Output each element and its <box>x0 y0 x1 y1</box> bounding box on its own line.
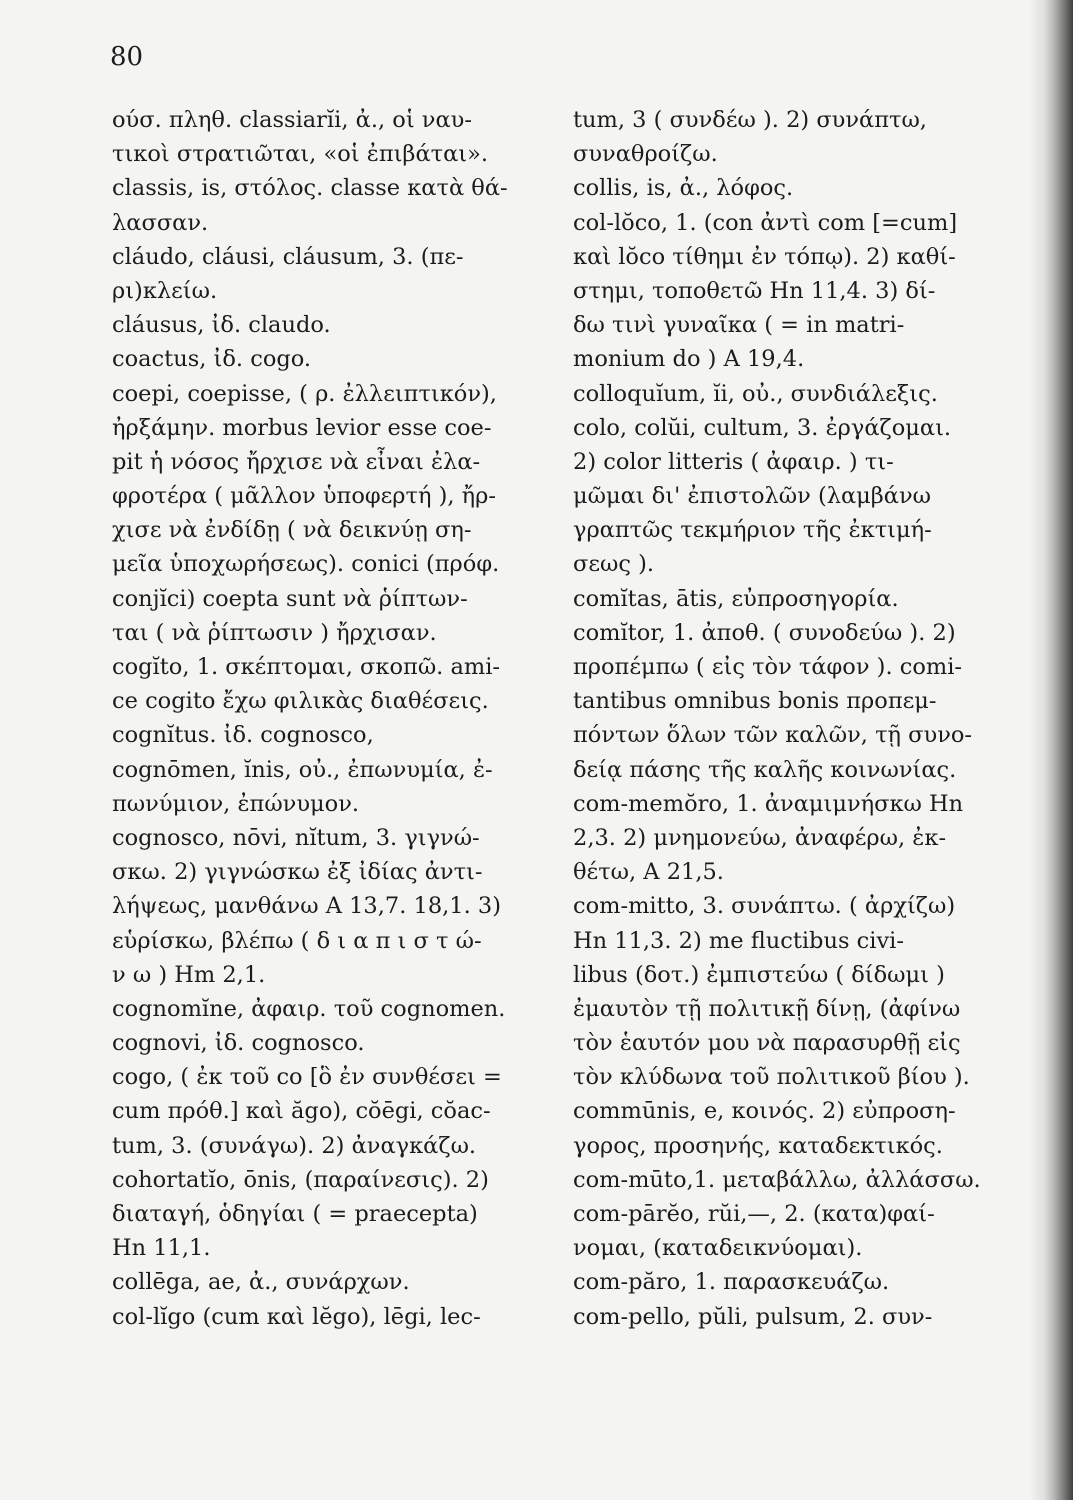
dictionary-line: γορος, προσηνής, καταδεκτικός. <box>573 1132 943 1159</box>
dictionary-line: σκω. 2) γιγνώσκω ἐξ ἰδίας ἀντι- <box>112 859 483 886</box>
dictionary-line: cognosco, nōvi, nĭtum, 3. γιγνώ- <box>112 824 480 851</box>
dictionary-line: comĭtor, 1. ἀποθ. ( συνοδεύω ). 2) <box>573 619 956 646</box>
dictionary-line: libus (δοτ.) ἐμπιστεύω ( δίδωμι ) <box>573 961 945 988</box>
dictionary-line: colloquĭum, ĭi, οὐ., συνδιάλεξις. <box>573 380 938 407</box>
dictionary-line: πόντων ὅλων τῶν καλῶν, τῇ συνο- <box>573 722 973 749</box>
dictionary-line: δείᾳ πάσης τῆς καλῆς κοινωνίας. <box>573 756 957 783</box>
binding-shadow <box>1029 0 1043 1500</box>
dictionary-line: Hn 11,1. <box>112 1235 211 1262</box>
dictionary-line: θέτω, A 21,5. <box>573 859 724 886</box>
right-column <box>573 103 1003 1334</box>
dictionary-line: cognĭtus. ἰδ. cognosco, <box>112 722 374 749</box>
dictionary-line: com-păro, 1. παρασκευάζω. <box>573 1269 890 1296</box>
dictionary-line: cohortatĭo, ōnis, (παραίνεσις). 2) <box>112 1166 489 1193</box>
dictionary-line: comĭtas, ātis, εὐπροσηγορία. <box>573 585 899 612</box>
dictionary-line: προπέμπω ( εἰς τὸν τάφον ). comi- <box>573 654 963 680</box>
dictionary-line: Hn 11,3. 2) me fluctibus civi- <box>573 927 904 954</box>
dictionary-line: μῶμαι δι' ἐπιστολῶν (λαμβάνω <box>573 483 932 510</box>
dictionary-line: στημι, τοποθετῶ Hn 11,4. 3) δί- <box>573 277 936 304</box>
dictionary-line: δω τινὶ γυναῖκα ( = in matri- <box>573 312 905 339</box>
dictionary-line: 2,3. 2) μνημονεύω, ἀναφέρω, ἐκ- <box>573 824 947 851</box>
dictionary-line: commūnis, e, κοινός. 2) εὐπροση- <box>573 1098 956 1125</box>
dictionary-line: διαταγή, ὁδηγίαι ( = praecepta) <box>112 1201 478 1227</box>
dictionary-line: τὸν κλύδωνα τοῦ πολιτικοῦ βίου ). <box>573 1064 970 1091</box>
dictionary-line: collēga, ae, ἀ., συνάρχων. <box>112 1269 410 1296</box>
dictionary-line: ce cogito ἔχω φιλικὰς διαθέσεις. <box>112 688 489 715</box>
dictionary-line: λήψεως, μανθάνω A 13,7. 18,1. 3) <box>112 893 502 920</box>
dictionary-line: εὑρίσκω, βλέπω ( δ ι α π ι σ τ ώ- <box>112 927 482 954</box>
dictionary-line: τὸν ἑαυτόν μου νὰ παρασυρθῇ εἰς <box>573 1030 961 1057</box>
dictionary-line: coactus, ἰδ. cogo. <box>112 346 312 373</box>
dictionary-line: λασσαν. <box>112 209 209 236</box>
dictionary-line: com-mitto, 3. συνάπτω. ( ἀρχίζω) <box>573 893 956 920</box>
dictionary-line: tantibus omnibus bonis προπεμ- <box>573 688 937 715</box>
book-binding-edge <box>1043 0 1073 1500</box>
dictionary-line: com-mūto,1. μεταβάλλω, ἀλλάσσω. <box>573 1166 981 1193</box>
dictionary-line: τικοὶ στρατιῶται, «οἱ ἐπιβάται». <box>112 141 489 168</box>
dictionary-line: μεῖα ὑποχωρήσεως). conici (πρόφ. <box>112 551 500 578</box>
dictionary-line: cogĭto, 1. σκέπτομαι, σκοπῶ. ami- <box>112 654 501 680</box>
dictionary-line: πωνύμιον, ἐπώνυμον. <box>112 790 360 817</box>
dictionary-line: pit ἡ νόσος ἤρχισε νὰ εἶναι ἐλα- <box>112 448 481 475</box>
dictionary-line: ται ( νὰ ῥίπτωσιν ) ἤρχισαν. <box>112 619 437 646</box>
dictionary-line: 2) color litteris ( ἀφαιρ. ) τι- <box>573 448 894 475</box>
dictionary-line: cognomĭne, ἀφαιρ. τοῦ cognomen. <box>112 995 506 1022</box>
dictionary-line: monium do ) A 19,4. <box>573 346 805 373</box>
dictionary-line: cognōmen, ĭnis, οὐ., ἐπωνυμία, ἐ- <box>112 756 493 783</box>
dictionary-line: σεως ). <box>573 551 655 578</box>
dictionary-line: ούσ. πληθ. classiarĭi, ἀ., οἱ ναυ- <box>112 107 472 133</box>
dictionary-line: cogo, ( ἐκ τοῦ co [ὃ ἐν συνθέσει = <box>112 1064 502 1091</box>
left-column <box>112 103 542 1334</box>
dictionary-line: tum, 3. (συνάγω). 2) ἀναγκάζω. <box>112 1132 477 1159</box>
dictionary-line: φροτέρα ( μᾶλλον ὑποφερτή ), ἤρ- <box>112 483 496 510</box>
dictionary-line: classis, is, στόλος. classe κατὰ θά- <box>112 175 508 202</box>
dictionary-line: ν ω ) Hm 2,1. <box>112 961 266 988</box>
dictionary-line: com-memŏro, 1. ἀναμιμνήσκω Hn <box>573 790 964 817</box>
dictionary-line: καὶ lŏco τίθημι ἐν τόπῳ). 2) καθί- <box>573 243 956 270</box>
dictionary-line: com-pello, pŭli, pulsum, 2. συν- <box>573 1303 933 1330</box>
dictionary-line: coepi, coepisse, ( ρ. ἐλλειπτικόν), <box>112 380 497 407</box>
dictionary-line: conjĭci) coepta sunt νὰ ῥίπτων- <box>112 585 468 612</box>
dictionary-line: collis, is, ἀ., λόφος. <box>573 175 794 202</box>
dictionary-line: colo, colŭi, cultum, 3. ἐργάζομαι. <box>573 414 952 441</box>
dictionary-line: συναθροίζω. <box>573 141 718 168</box>
dictionary-line: γραπτῶς τεκμήριον τῆς ἐκτιμή- <box>573 517 932 544</box>
dictionary-line: col-lĭgo (cum καὶ lĕgo), lēgi, lec- <box>112 1303 481 1330</box>
dictionary-line: cognovi, ἰδ. cognosco. <box>112 1030 365 1057</box>
dictionary-line: cláudo, cláusi, cláusum, 3. (πε- <box>112 243 464 270</box>
dictionary-line: ρι)κλείω. <box>112 277 218 304</box>
dictionary-line: ἐμαυτὸν τῇ πολιτικῇ δίνῃ, (ἀφίνω <box>573 995 961 1022</box>
dictionary-line: χισε νὰ ἐνδίδῃ ( νὰ δεικνύῃ ση- <box>112 517 472 544</box>
dictionary-line: cum πρόθ.] καὶ ăgo), cŏēgi, cŏac- <box>112 1098 491 1125</box>
page-number: 80 <box>110 42 144 72</box>
dictionary-line: com-pārĕo, rŭi,—, 2. (κατα)φαί- <box>573 1201 935 1227</box>
dictionary-line: tum, 3 ( συνδέω ). 2) συνάπτω, <box>573 107 927 133</box>
dictionary-line: ἠρξάμην. morbus levior esse coe- <box>112 414 492 441</box>
dictionary-line: νομαι, (καταδεικνύομαι). <box>573 1235 863 1262</box>
dictionary-line: col-lŏco, 1. (con ἀντὶ com [=cum] <box>573 209 958 236</box>
dictionary-line: cláusus, ἰδ. claudo. <box>112 312 331 339</box>
